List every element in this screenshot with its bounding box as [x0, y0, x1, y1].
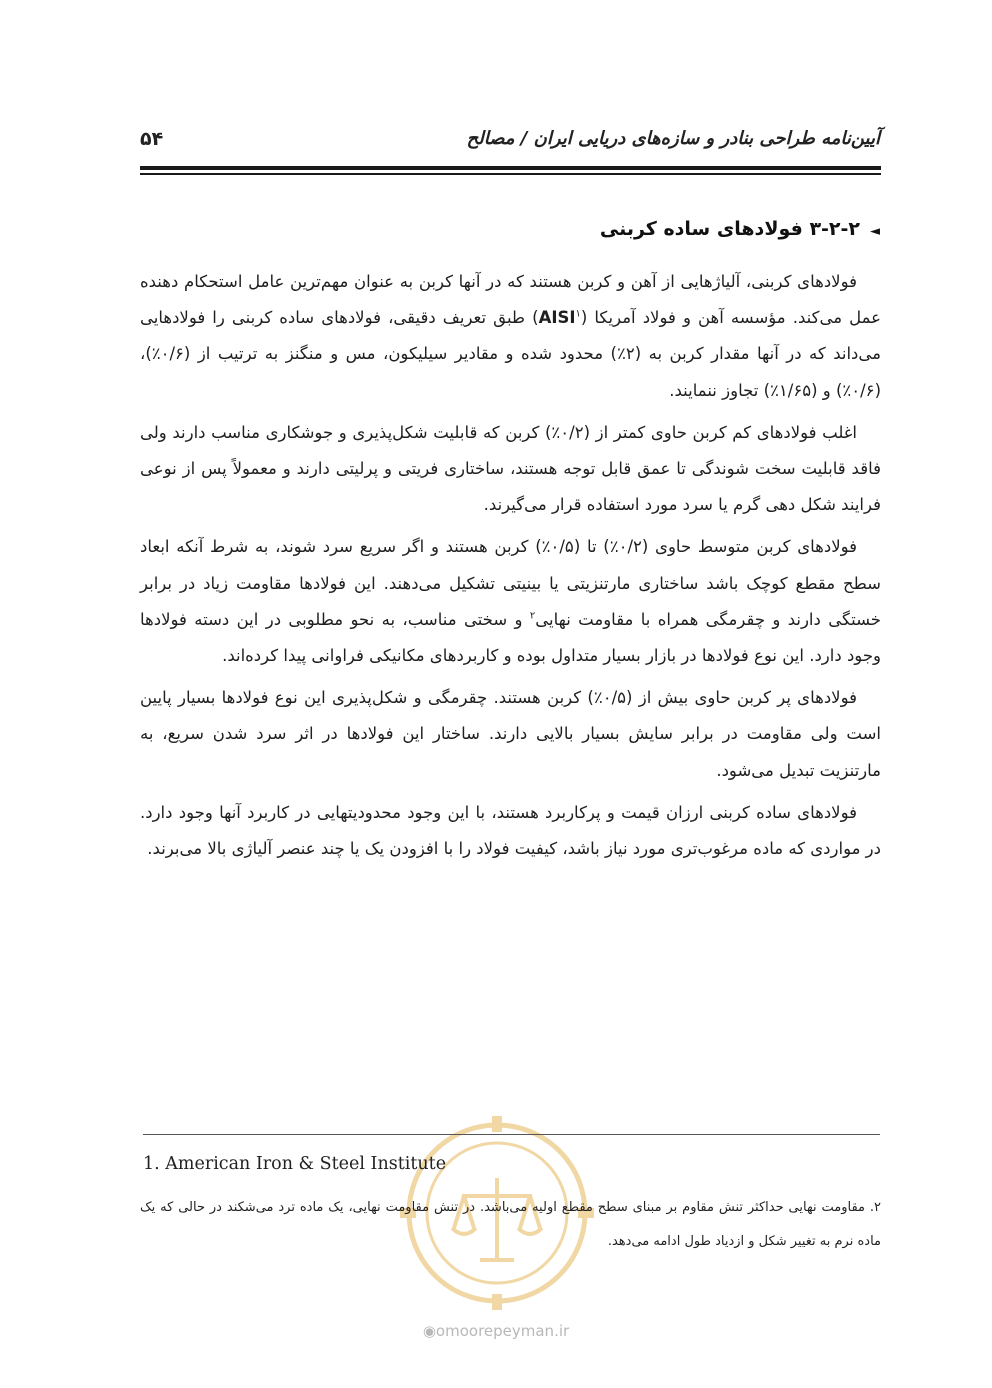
section-title: ۳-۲-۲ فولادهای ساده کربنی: [599, 218, 860, 240]
watermark-text: omoorepeyman.ir: [435, 1322, 570, 1340]
paragraph-4: فولادهای پر کربن حاوی بیش از (۰/۵٪) کربن هستند. چقرمگی و شکل‌پذیری این نوع فولادها بسیار پایین است ولی مقاومت در برابر سایش بسیار بالایی دارند. ساختار این فولادها در اثر سرد شدن سریع، به مارتنزیت تبدیل می‌شود.: [140, 688, 881, 780]
footnote-ref-2: ۲: [529, 610, 536, 622]
header-rule-thin: [140, 173, 881, 175]
body-text: [140, 264, 881, 873]
header-rule-thick: [140, 166, 881, 170]
paragraph-3: [140, 529, 881, 674]
paragraph-2: اغلب فولادهای کم کربن حاوی کمتر از (۰/۲٪) کربن که قابلیت شکل‌پذیری و جوشکاری مناسب دارند ولی فاقد قابلیت سخت شوندگی تا عمق قابل توجه هستند، ساختاری فریتی و پرلیتی دارند و معمولاً پس از نوعی فرایند شکل دهی گرم یا سرد مورد استفاده قرار می‌گیرند.: [140, 422, 881, 515]
footnote-rule: [143, 1134, 880, 1135]
section-heading: [600, 218, 880, 240]
page-number: ۵۴: [140, 128, 164, 150]
paragraph-3-text-a: فولادهای کربن متوسط حاوی (۰/۲٪) تا (۰/۵٪) کربن هستند و اگر سریع سرد شوند، به شرط آنکه ابعاد سطح مقطع کوچک باشد ساختاری مارتنزیتی یا بینیتی تشکیل می‌دهند. این فولادها مقاومت زیاد در برابر خستگی دارند و چقرمگی همراه با مقاومت نهایی: [140, 537, 881, 629]
paragraph-1: [140, 264, 881, 409]
paragraph-1-text-a: فولادهای کربنی، آلیاژهایی از آهن و کربن هستند که در آنها کربن به عنوان مهم‌ترین عامل استحکام دهنده عمل می‌کند. مؤسسه آهن و فولاد آمریکا (: [140, 272, 881, 328]
aisi-acronym: AISI: [538, 308, 576, 328]
footnote-2: ۲. مقاومت نهایی حداکثر تنش مقاوم بر مبنای سطح مقطع اولیه می‌باشد. در تنش مقاومت نهایی، یک ماده ترد می‌شکند در حالی که یک ماده نرم به تغییر شکل و ازدیاد طول ادامه می‌دهد.: [140, 1200, 881, 1249]
header-title: آیین‌نامه طراحی بنادر و سازه‌های دریایی ایران / مصالح: [466, 128, 880, 149]
footnote-1: 1. American Iron & Steel Institute: [143, 1154, 447, 1174]
paragraph-1-text-b: ) طبق تعریف دقیقی، فولادهای ساده کربنی را فولادهایی می‌داند که در آنها مقدار کربن به (۲٪) محدود شده و مقادیر سیلیکون، مس و منگنز به ترتیب از (۰/۶٪)، (۰/۶٪) و (۱/۶۵٪) تجاوز ننمایند.: [140, 308, 881, 400]
running-header: [140, 128, 880, 158]
footnote-ref-1: ۱: [575, 308, 581, 320]
paragraph-5: فولادهای ساده کربنی ارزان قیمت و پرکاربرد هستند، با این وجود محدودیتهایی در کاربرد آنها وجود دارد. در مواردی که ماده مرغوب‌تری مورد نیاز باشد، کیفیت فولاد را با افزودن یک یا چند عنصر آلیاژی بالا می‌برند.: [140, 802, 881, 859]
triangle-bullet-icon: ◄: [870, 224, 880, 239]
watermark: [0, 1322, 992, 1340]
at-sign-icon: ◉: [422, 1322, 436, 1340]
paragraph-3-text-b: و سختی مناسب، به نحو مطلوبی در این دسته فولادها وجود دارد. این نوع فولادها در بازار بسیار متداول بوده و کاربردهای مکانیکی فراوانی پیدا کرده‌اند.: [140, 609, 881, 666]
